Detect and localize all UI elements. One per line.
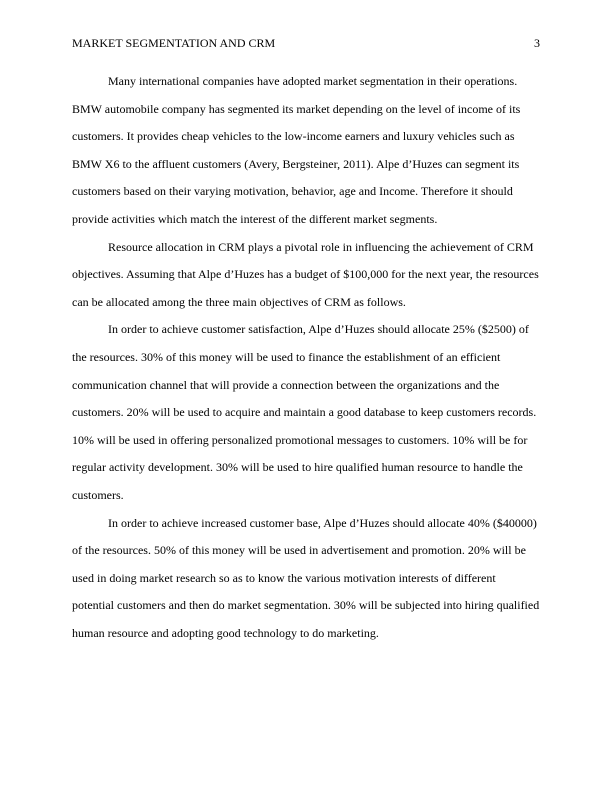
paragraph-customer-base: In order to achieve increased customer base, Alpe d’Huzes should allocate 40% ($40000) of the resources. 50% of this money will be used in advertisement and promotion. 20% will be used in doing market research so as to know the various motivation interests of different potential customers and then do market segmentation. 30% will be subjected into hiring qualified human resource and adopting good technology to do marketing. [72, 515, 540, 640]
body-text [72, 68, 540, 647]
paragraph-customer-satisfaction: In order to achieve customer satisfaction, Alpe d’Huzes should allocate 25% ($2500) of the resources. 30% of this money will be used to finance the establishment of an efficient communication channel that will provide a connection between the organizations and the customers. 20% will be used to acquire and maintain a good database to keep customers records. 10% will be used in offering personalized promotional messages to customers. 10% will be for regular activity development. 30% will be used to hire qualified human resource to handle the customers. [72, 322, 537, 502]
page-number: 3 [534, 36, 540, 50]
paragraph-segmentation-example: Many international companies have adopted market segmentation in their operations. BMW automobile company has segmented its market depending on the level of income of its customers. It provides cheap vehicles to the low-income earners and luxury vehicles such as BMW X6 to the affluent customers (Avery, Bergsteiner, 2011). Alpe d’Huzes can segment its customers based on their varying motivation, behavior, age and Income. Therefore it should provide activities which match the interest of the different market segments. [72, 74, 521, 226]
running-head: MARKET SEGMENTATION AND CRM [72, 36, 276, 50]
paragraph-resource-allocation: Resource allocation in CRM plays a pivotal role in influencing the achievement of CRM objectives. Assuming that Alpe d’Huzes has a budget of $100,000 for the next year, the resources can be allocated among the three main objectives of CRM as follows. [72, 239, 539, 309]
